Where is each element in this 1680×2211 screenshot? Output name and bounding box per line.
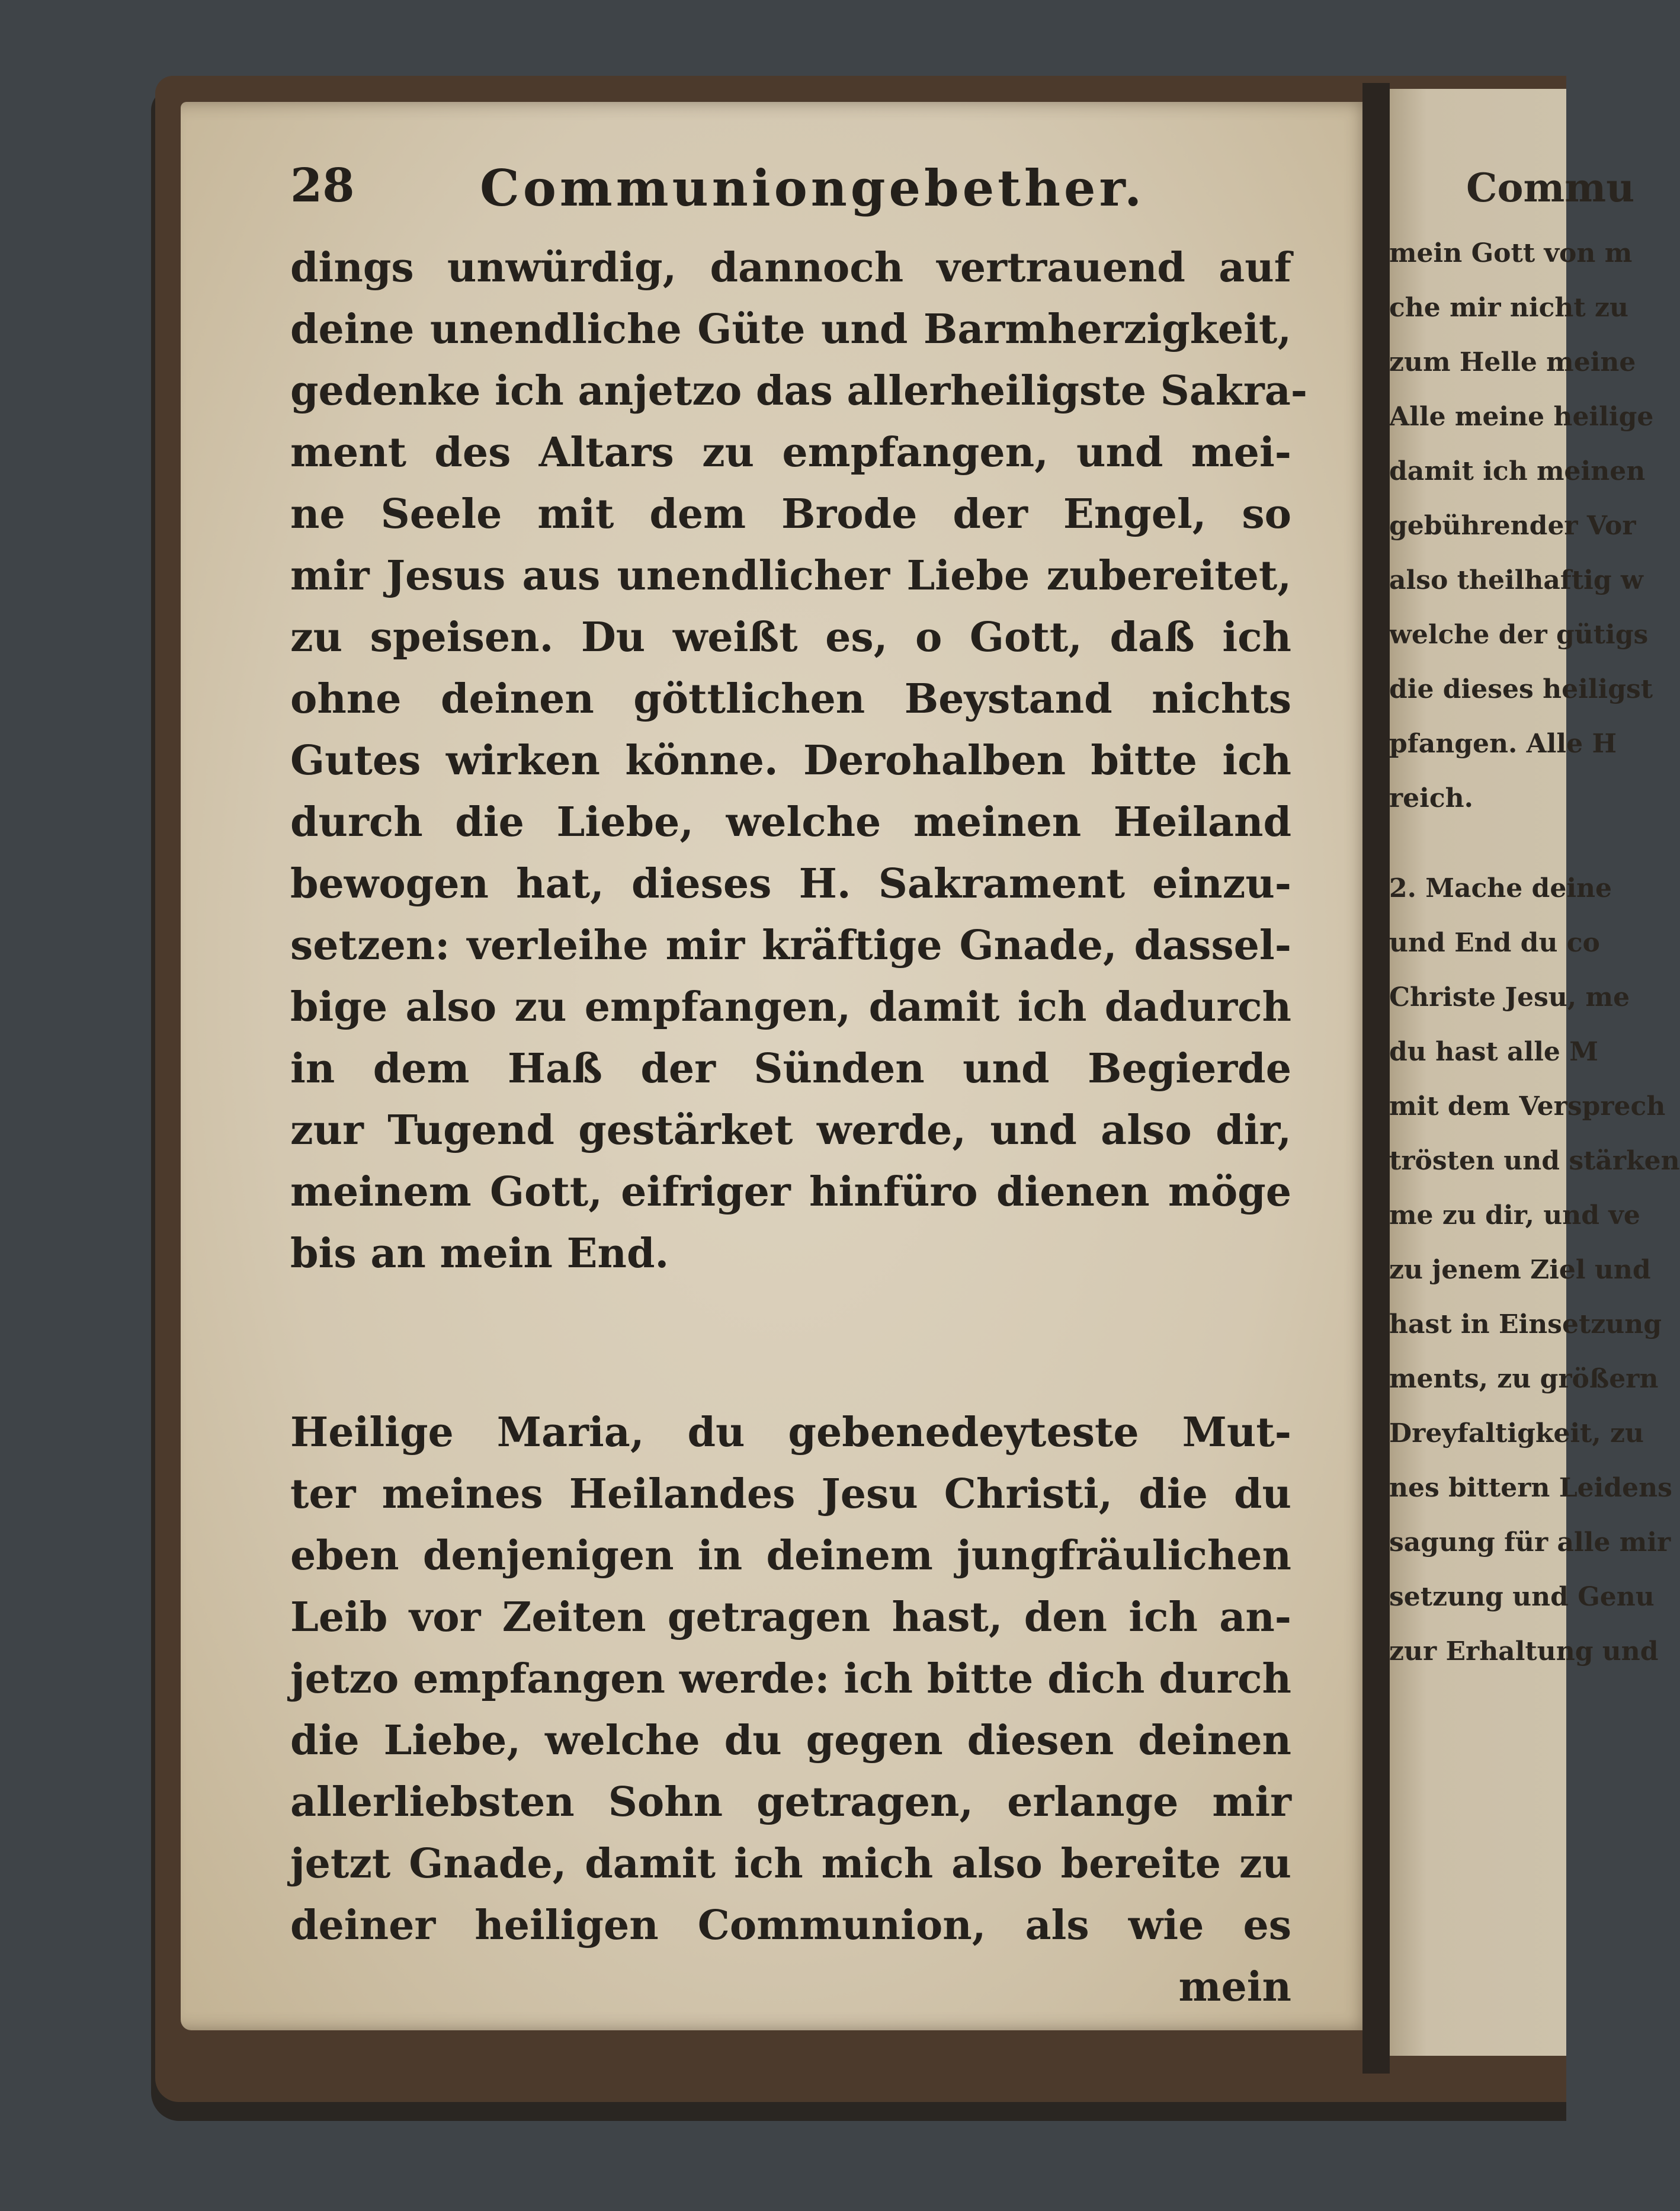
text-line: setzung und Genu <box>1389 1582 1655 1612</box>
text-line: bige also zu empfangen, damit ich dadurch <box>290 983 1291 1031</box>
text-line: ter meines Heilandes Jesu Christi, die du <box>290 1470 1291 1518</box>
main-text <box>290 237 1308 2018</box>
page-header <box>290 159 1146 224</box>
text-line: me zu dir, und ve <box>1389 1200 1640 1231</box>
text-line: damit ich meinen <box>1389 456 1646 486</box>
facing-page-running-title: Commu <box>1466 165 1635 211</box>
text-line: Christe Jesu, me <box>1389 982 1630 1012</box>
text-line: Dreyfaltigkeit, zu <box>1389 1418 1644 1449</box>
text-line: mir Jesus aus unendlicher Liebe zubereitet, <box>290 552 1291 600</box>
text-line: Leib vor Zeiten getragen hast, den ich an- <box>290 1594 1291 1641</box>
facing-page-gap <box>1389 826 1567 861</box>
facing-page-text <box>1389 155 1680 1679</box>
page-number: 28 <box>290 159 355 213</box>
book-gutter <box>1362 83 1390 2074</box>
text-line: hast in Einsetzung <box>1389 1309 1662 1340</box>
text-line: ohne deinen göttlichen Beystand nichts <box>290 675 1291 723</box>
text-line: ne Seele mit dem Brode der Engel, so <box>290 491 1291 538</box>
text-line: setzen: verleihe mir kräftige Gnade, dassel- <box>290 922 1291 969</box>
text-line: bewogen hat, dieses H. Sakrament einzu- <box>290 860 1291 908</box>
text-line: meinem Gott, eifriger hinfüro dienen möge <box>290 1168 1291 1216</box>
text-line: pfangen. Alle H <box>1389 729 1617 759</box>
text-line: also theilhaftig w <box>1389 565 1643 595</box>
text-line: zur Erhaltung und <box>1389 1636 1659 1667</box>
text-line: mein Gott von m <box>1389 238 1633 268</box>
text-line: trösten und stärken <box>1389 1146 1680 1176</box>
text-line: Heilige Maria, du gebenedeyteste Mut- <box>290 1409 1291 1456</box>
text-line: zum Helle meine <box>1389 347 1636 377</box>
facing-page-block <box>1389 226 1654 826</box>
text-line: zur Tugend gestärket werde, und also dir, <box>290 1107 1291 1154</box>
text-line: ment des Altars zu empfangen, und mei- <box>290 429 1291 476</box>
text-line: Alle meine heilige <box>1389 402 1654 432</box>
facing-page-block <box>1389 861 1680 1679</box>
text-line: zu speisen. Du weißt es, o Gott, daß ich <box>290 614 1291 661</box>
text-line: die Liebe, welche du gegen diesen deinen <box>290 1717 1291 1764</box>
text-line: deine unendliche Güte und Barmherzigkeit, <box>290 306 1291 353</box>
text-line: bis an mein End. <box>290 1230 669 1277</box>
text-line: jetzt Gnade, damit ich mich also bereite zu <box>290 1840 1291 1888</box>
text-line: allerliebsten Sohn getragen, erlange mir <box>290 1779 1291 1826</box>
text-line: dings unwürdig, dannoch vertrauend auf <box>290 244 1291 291</box>
text-line: nes bittern Leidens <box>1389 1473 1672 1503</box>
paragraph-gap <box>290 1284 1291 1402</box>
text-line: 2. Mache deine <box>1389 873 1612 903</box>
text-line: ments, zu größern <box>1389 1364 1659 1394</box>
text-line: und End du co <box>1389 928 1600 958</box>
text-line: sagung für alle mir <box>1389 1527 1671 1558</box>
text-line: du hast alle M <box>1389 1037 1598 1067</box>
text-line: die dieses heiligst <box>1389 674 1653 704</box>
text-line: reich. <box>1389 783 1473 813</box>
text-line: mit dem Versprech <box>1389 1091 1666 1121</box>
paragraph <box>290 237 1308 1284</box>
paragraph <box>290 1402 1291 1956</box>
text-line: welche der gütigs <box>1389 620 1649 650</box>
text-line: gebührender Vor <box>1389 511 1636 541</box>
text-line: in dem Haß der Sünden und Begierde <box>290 1045 1291 1092</box>
text-line: gedenke ich anjetzo das allerheiligste Sakra- <box>290 367 1308 415</box>
text-line: durch die Liebe, welche meinen Heiland <box>290 799 1291 846</box>
text-line: jetzo empfangen werde: ich bitte dich durch <box>290 1655 1291 1703</box>
running-title: Communiongebether. <box>480 159 1146 217</box>
text-line: che mir nicht zu <box>1389 293 1628 323</box>
text-line: Gutes wirken könne. Derohalben bitte ich <box>290 737 1291 784</box>
text-line: eben denjenigen in deinem jungfräulichen <box>290 1532 1291 1579</box>
catchword: mein <box>1178 1963 1291 2011</box>
text-line: zu jenem Ziel und <box>1389 1255 1651 1285</box>
text-line: deiner heiligen Communion, als wie es <box>290 1902 1291 1949</box>
